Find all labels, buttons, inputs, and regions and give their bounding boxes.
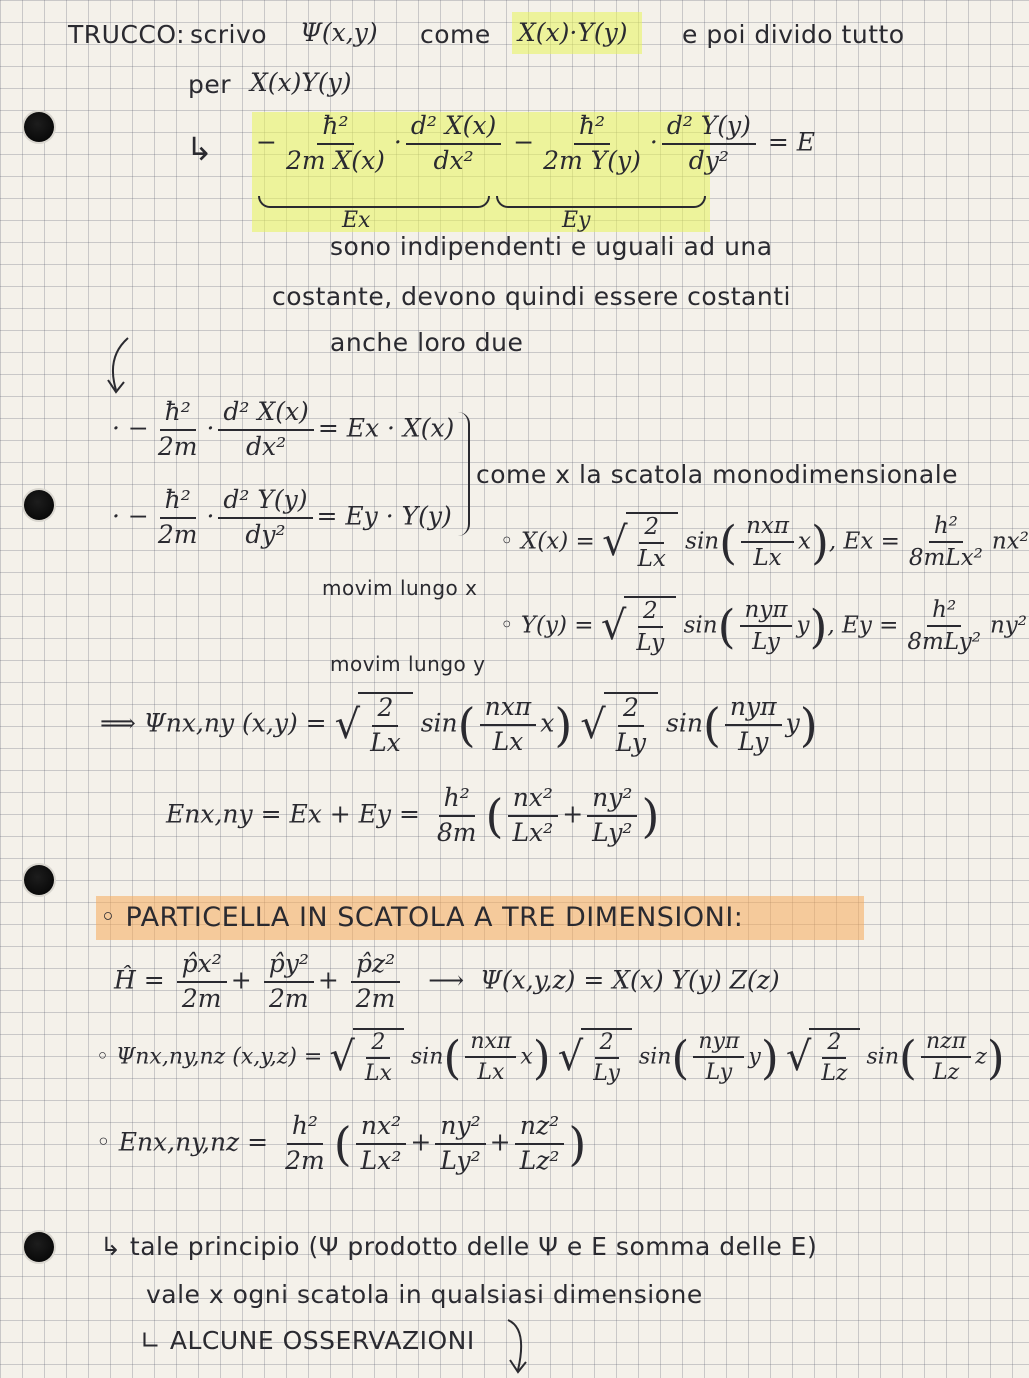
system-comment: come x la scatola monodimensionale bbox=[476, 460, 959, 489]
label-ex: Ex bbox=[342, 208, 371, 233]
frac-num: nz² bbox=[515, 1112, 564, 1145]
sin-fn: sin bbox=[866, 1044, 900, 1070]
ey-tail: ny² bbox=[989, 612, 1027, 639]
ode-y: · − $\frac{\text{ħ²}}{2m}$ · $\frac{\text{d² Y(y)}}{\text{dy²}}$ = Ey · Y(y) bbox=[112, 485, 452, 549]
long-arrow-icon: ⟶ bbox=[428, 965, 465, 995]
frac-den: Ly bbox=[593, 1061, 620, 1087]
frac-num: nx² bbox=[508, 784, 558, 817]
separated-equation: − $\frac{\text{ħ²}}{\text{2m X(x)}}$ · $\frac{\text{d² X(x)}}{\text{dx²}}$ − $\frac{\text{ħ²}}{\text{2m Y(y)}}$ · $\frac{\text{d² Y(y)}}{\text{dy²}}$ = E bbox=[256, 111, 816, 175]
hamiltonian-3d bbox=[114, 950, 780, 1014]
footer-line: ∟ ALCUNE OSSERVAZIONI bbox=[140, 1326, 475, 1355]
frac-den: 2m Y(y) bbox=[543, 145, 641, 175]
hamiltonian-lhs: Ĥ = bbox=[114, 965, 165, 995]
binder-hole bbox=[24, 865, 54, 895]
frac-den: Lx bbox=[637, 546, 666, 573]
arg-var: x bbox=[540, 708, 555, 738]
frac-den: 2m bbox=[268, 983, 309, 1013]
frac-num: 2 bbox=[595, 1030, 619, 1059]
frac-den: Ly bbox=[705, 1060, 733, 1086]
frac-den: Ly bbox=[636, 630, 665, 657]
frac-num: ny² bbox=[587, 784, 637, 817]
frac-den: Lx² bbox=[360, 1145, 402, 1175]
energy-3d-lhs: ◦ Enx,ny,nz = bbox=[96, 1127, 269, 1157]
trucco-label: TRUCCO: bbox=[68, 20, 186, 49]
label-ey: Ey bbox=[562, 208, 591, 233]
solution-y: ◦ Y(y) = √ $\frac{2}{Ly}$ sin( $\frac{\text{nyπ}}{Ly}$ y), Ey = $\frac{\text{h²}}{\text{8mLy²}}$ ny² bbox=[500, 597, 1027, 657]
frac-den: 8m bbox=[436, 817, 477, 847]
psi-3d-lhs: ◦ Ψnx,ny,nz (x,y,z) = bbox=[96, 1044, 323, 1070]
solution-y-lhs: ◦ Y(y) = bbox=[500, 612, 594, 639]
psi-2d-lhs: Ψnx,ny (x,y) = bbox=[143, 708, 327, 738]
frac-num: d² X(x) bbox=[218, 398, 313, 431]
curved-arrow-icon bbox=[100, 336, 140, 396]
frac-num: nxπ bbox=[741, 513, 794, 543]
plus-sign: + bbox=[489, 1127, 511, 1157]
frac-num: d² Y(y) bbox=[662, 112, 756, 145]
arg-var: x bbox=[797, 528, 811, 555]
frac-den: Ly bbox=[738, 726, 769, 756]
frac-num: nyπ bbox=[740, 597, 793, 627]
frac-num: nyπ bbox=[693, 1029, 744, 1058]
frac-num: nxπ bbox=[480, 693, 537, 726]
frac-den: Lx bbox=[364, 1061, 392, 1087]
per-label: per bbox=[188, 70, 232, 99]
trucco-text: scrivo bbox=[190, 20, 268, 49]
section-title: ◦ PARTICELLA IN SCATOLA A TRE DIMENSIONI: bbox=[100, 902, 744, 933]
frac-den: dy² bbox=[688, 145, 729, 175]
come-word: come bbox=[420, 20, 491, 49]
note-line: costante, devono quindi essere costanti bbox=[272, 282, 791, 311]
frac-num: ny² bbox=[435, 1112, 485, 1145]
frac-den: Lx bbox=[477, 1060, 505, 1086]
solution-x: ◦ X(x) = √ $\frac{2}{Lx}$ sin( $\frac{\text{nxπ}}{Lx}$ x), Ex = $\frac{\text{h²}}{\text{8mLx²}}$ nx² bbox=[500, 513, 1029, 573]
ex-lhs: Ex = bbox=[843, 528, 900, 555]
trucco-text-2: e poi divido tutto bbox=[682, 20, 905, 49]
psi-3d-equation: ◦ Ψnx,ny,nz (x,y,z) = √ $\frac{2}{Lx}$ sin( $\frac{\text{nxπ}}{Lx}$ x) √ $\frac{2}{Ly}$ sin( $\frac{\text{nyπ}}{Ly}$ y) √ $\frac{2}{Lz}$ sin( $\frac{\text{nzπ}}{Lz}$ z) bbox=[96, 1029, 1005, 1087]
psi-xy: Ψ(x,y) bbox=[300, 18, 378, 47]
binder-hole bbox=[24, 490, 54, 520]
psi-3d-product: Ψ(x,y,z) = X(x) Y(y) Z(z) bbox=[479, 965, 780, 995]
ode-y-rhs: = Ey · Y(y) bbox=[316, 501, 452, 531]
system-brace bbox=[458, 412, 470, 536]
arg-var: x bbox=[520, 1044, 533, 1070]
arrow-icon: ↳ bbox=[186, 130, 214, 168]
sin-fn: sin bbox=[683, 612, 718, 639]
sin-fn: sin bbox=[638, 1044, 672, 1070]
arg-var: z bbox=[975, 1044, 987, 1070]
binder-hole bbox=[24, 112, 54, 142]
frac-den: 2m bbox=[181, 983, 222, 1013]
frac-num: ħ² bbox=[160, 486, 196, 519]
frac-den: dx² bbox=[433, 145, 474, 175]
frac-num: p̂x² bbox=[177, 950, 227, 983]
frac-num: 2 bbox=[638, 598, 663, 628]
ex-tail: nx² bbox=[991, 528, 1029, 555]
frac-num: nxπ bbox=[465, 1029, 516, 1058]
frac-num: h² bbox=[439, 784, 475, 817]
frac-num: ħ² bbox=[574, 112, 610, 145]
note-line: anche loro due bbox=[330, 328, 524, 357]
energy-3d-equation: ◦ Enx,ny,nz = $\frac{\text{h²}}{2m}$ ( $\frac{\text{nx²}}{\text{Lx²}}$ + $\frac{\text{ny²}}{\text{Ly²}}$ + $\frac{\text{nz²}}{\text{Lz²}}$ ) bbox=[96, 1111, 587, 1175]
product-xy: X(x)·Y(y) bbox=[518, 18, 628, 47]
plus-sign: + bbox=[410, 1127, 432, 1157]
frac-num: 2 bbox=[822, 1030, 846, 1059]
frac-den: Lz² bbox=[519, 1145, 560, 1175]
frac-num: p̂z² bbox=[351, 950, 400, 983]
frac-den: dy² bbox=[245, 519, 286, 549]
frac-num: p̂y² bbox=[264, 950, 314, 983]
plus-sign: + bbox=[230, 965, 252, 995]
frac-num: h² bbox=[287, 1112, 323, 1145]
frac-num: nx² bbox=[356, 1112, 406, 1145]
brace-ex bbox=[258, 196, 490, 208]
footer-line: vale x ogni scatola in qualsiasi dimensione bbox=[146, 1280, 703, 1309]
binder-hole bbox=[24, 1232, 54, 1262]
sin-fn: sin bbox=[410, 1044, 444, 1070]
frac-den: 2m bbox=[157, 431, 198, 461]
ode-x: · − $\frac{\text{ħ²}}{2m}$ · $\frac{\text{d² X(x)}}{\text{dx²}}$ = Ex · X(x) bbox=[112, 397, 455, 461]
frac-den: dx² bbox=[246, 431, 287, 461]
per-product: X(x)Y(y) bbox=[250, 68, 352, 97]
frac-den: 2m X(x) bbox=[285, 145, 385, 175]
frac-num: 2 bbox=[639, 514, 664, 544]
frac-den: Lz bbox=[932, 1060, 960, 1086]
sin-fn: sin bbox=[420, 708, 458, 738]
plus-sign: + bbox=[562, 799, 584, 829]
note-line: sono indipendenti e uguali ad una bbox=[330, 232, 773, 261]
frac-den: 8mLy² bbox=[907, 629, 981, 656]
frac-den: Lx² bbox=[512, 817, 554, 847]
frac-den: Ly² bbox=[440, 1145, 481, 1175]
frac-den: 2m bbox=[355, 983, 396, 1013]
frac-den: Ly bbox=[752, 629, 780, 656]
solution-x-lhs: ◦ X(x) = bbox=[500, 528, 595, 555]
footer-line: ↳ tale principio (Ψ prodotto delle Ψ e E somma delle E) bbox=[100, 1232, 818, 1261]
curved-down-arrow-icon bbox=[500, 1316, 540, 1376]
frac-num: 2 bbox=[366, 1030, 390, 1059]
arg-var: y bbox=[796, 612, 810, 639]
psi-2d-equation: ⟹ Ψnx,ny (x,y) = √ $\frac{2}{Lx}$ sin( $\frac{\text{nxπ}}{Lx}$ x) √ $\frac{2}{Ly}$ sin( $\frac{\text{nyπ}}{Ly}$ y) bbox=[100, 692, 818, 757]
arg-var: y bbox=[785, 708, 800, 738]
plus-sign: + bbox=[317, 965, 339, 995]
frac-den: Ly bbox=[615, 727, 647, 757]
frac-num: d² Y(y) bbox=[218, 486, 312, 519]
arg-var: y bbox=[748, 1044, 761, 1070]
frac-den: Lx bbox=[370, 727, 401, 757]
frac-den: Lz bbox=[821, 1061, 848, 1087]
ey-lhs: Ey = bbox=[842, 612, 899, 639]
equals-E: = E bbox=[767, 127, 816, 157]
frac-den: 8mLx² bbox=[908, 545, 983, 572]
frac-den: 2m bbox=[285, 1145, 325, 1175]
frac-den: Ly² bbox=[592, 817, 633, 847]
frac-num: h² bbox=[927, 597, 961, 627]
frac-num: d² X(x) bbox=[406, 112, 501, 145]
frac-num: nzπ bbox=[921, 1029, 971, 1058]
frac-num: nyπ bbox=[725, 693, 782, 726]
sin-fn: sin bbox=[685, 528, 720, 555]
frac-num: ħ² bbox=[317, 112, 353, 145]
ode-x-rhs: = Ex · X(x) bbox=[317, 413, 455, 443]
moto-y-note: movim lungo y bbox=[330, 652, 486, 676]
brace-ey bbox=[496, 196, 706, 208]
moto-x-note: movim lungo x bbox=[322, 576, 478, 600]
frac-den: Lx bbox=[492, 726, 524, 756]
frac-num: 2 bbox=[618, 694, 644, 727]
frac-num: 2 bbox=[372, 694, 398, 727]
energy-2d-lhs: Enx,ny = Ex + Ey = bbox=[166, 799, 420, 829]
energy-2d-equation: Enx,ny = Ex + Ey = $\frac{\text{h²}}{8m}$ ( $\frac{\text{nx²}}{\text{Lx²}}$ + $\frac{\text{ny²}}{\text{Ly²}}$ ) bbox=[166, 783, 660, 847]
implies-icon: ⟹ bbox=[100, 708, 136, 738]
frac-num: h² bbox=[929, 513, 963, 543]
frac-num: ħ² bbox=[160, 398, 196, 431]
frac-den: 2m bbox=[157, 519, 198, 549]
sin-fn: sin bbox=[666, 708, 703, 738]
frac-den: Lx bbox=[753, 545, 782, 572]
